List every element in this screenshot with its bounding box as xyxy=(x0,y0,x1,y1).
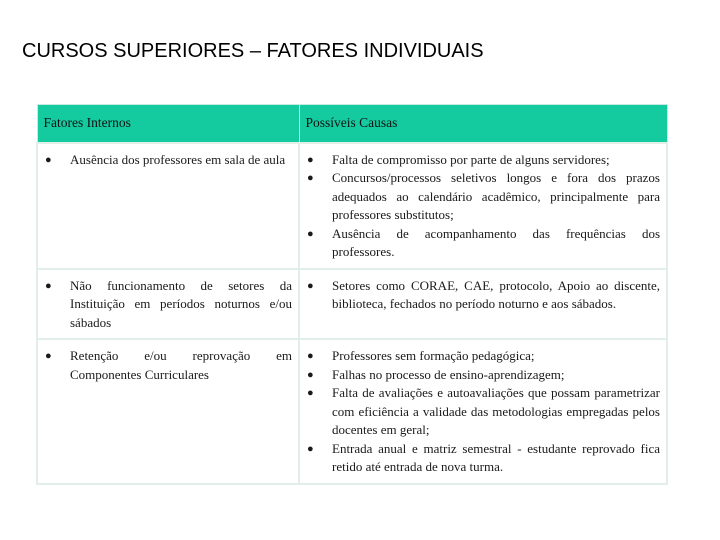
causes-cell xyxy=(299,143,667,269)
list-item xyxy=(306,225,660,262)
bullet-dot-icon: ● xyxy=(307,387,314,399)
bullet-dot-icon: ● xyxy=(307,350,314,362)
page-title: CURSOS SUPERIORES – FATORES INDIVIDUAIS xyxy=(22,40,484,62)
factor-cell xyxy=(37,143,299,269)
causes-cell xyxy=(299,339,667,484)
table-row xyxy=(37,269,667,340)
table-row xyxy=(37,339,667,484)
table-row xyxy=(37,143,667,269)
list-item xyxy=(44,277,292,333)
bullet-dot-icon: ● xyxy=(307,172,314,184)
factor-cell xyxy=(37,269,299,340)
causes-list xyxy=(306,277,660,314)
factor-list xyxy=(44,277,292,333)
cause-text: Falhas no processo de ensino-aprendizagem; xyxy=(332,366,565,382)
factor-text: Ausência dos professores em sala de aula xyxy=(70,151,286,167)
factor-list xyxy=(44,151,292,170)
cause-text: Professores sem formação pedagógica; xyxy=(332,348,535,363)
cause-text: Falta de avaliações e autoavaliações que possam parametrizar com eficiência a validade das metodologias empregadas pelos docentes em geral; xyxy=(332,385,660,437)
bullet-dot-icon: ● xyxy=(45,279,52,292)
header-possible-causes: Possíveis Causas xyxy=(299,105,667,143)
bullet-dot-icon: ● xyxy=(307,227,314,240)
bullet-dot-icon: ● xyxy=(307,279,314,292)
list-item xyxy=(44,347,292,384)
list-item xyxy=(306,151,660,170)
table-header-row xyxy=(37,105,667,143)
factor-cell xyxy=(37,339,299,484)
list-item xyxy=(44,151,292,170)
cause-text: Ausência de acompanhamento das frequências dos professores. xyxy=(332,225,660,259)
list-item xyxy=(306,366,660,385)
header-internal-factors: Fatores Internos xyxy=(37,105,299,143)
bullet-dot-icon: ● xyxy=(45,153,52,166)
list-item xyxy=(306,384,660,440)
factor-list xyxy=(44,347,292,384)
factor-text: Não funcionamento de setores da Instituição em períodos noturnos e/ou sábados xyxy=(70,277,292,330)
list-item xyxy=(306,440,660,477)
bullet-dot-icon: ● xyxy=(307,153,314,166)
cause-text: Entrada anual e matriz semestral - estudante reprovado fica retido até entrada de nova turma. xyxy=(332,440,660,474)
cause-text: Setores como CORAE, CAE, protocolo, Apoio ao discente, biblioteca, fechados no período noturno e aos sábados. xyxy=(332,277,660,311)
list-item xyxy=(306,169,660,225)
causes-list xyxy=(306,347,660,477)
factors-table xyxy=(36,104,668,485)
cause-text: Concursos/processos seletivos longos e fora dos prazos adequados ao calendário acadêmico, principalmente para professores substitutos; xyxy=(332,170,660,222)
cause-text: Falta de compromisso por parte de alguns servidores; xyxy=(332,151,610,167)
causes-list xyxy=(306,151,660,262)
factor-text: Retenção e/ou reprovação em Componentes Curriculares xyxy=(70,348,292,382)
bullet-dot-icon: ● xyxy=(307,368,314,381)
list-item xyxy=(306,277,660,314)
bullet-dot-icon: ● xyxy=(45,350,52,362)
bullet-dot-icon: ● xyxy=(307,442,314,455)
causes-cell xyxy=(299,269,667,340)
list-item xyxy=(306,347,660,366)
